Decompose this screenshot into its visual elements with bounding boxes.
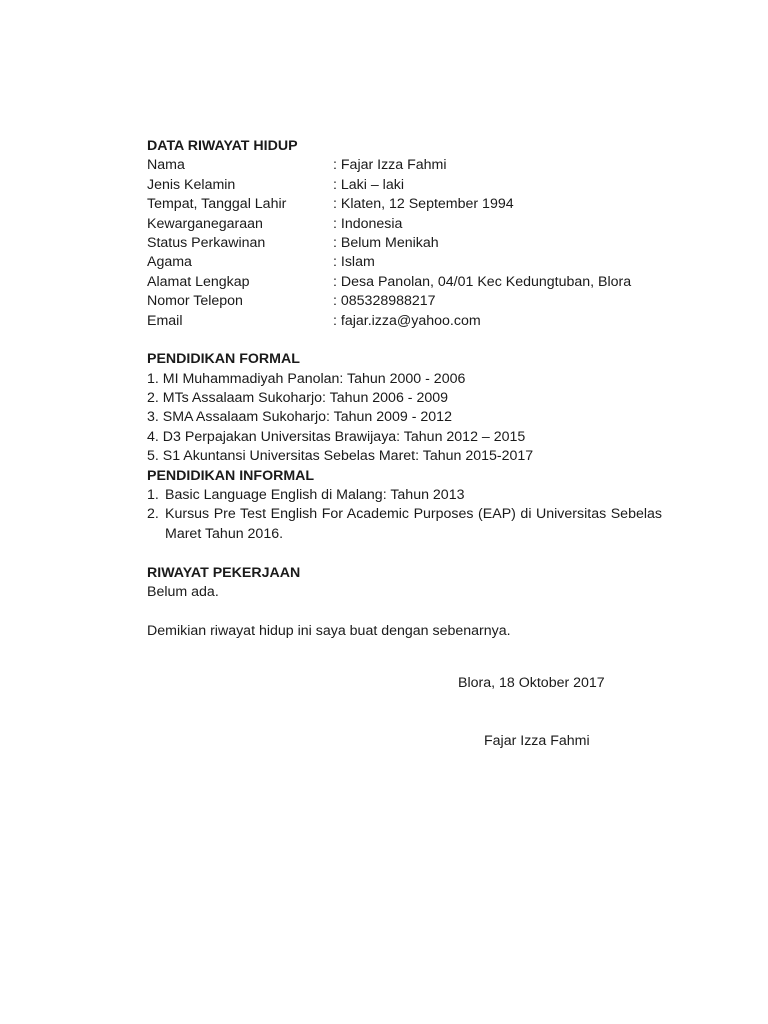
biodata-value: : fajar.izza@yahoo.com (333, 312, 481, 329)
closing-statement: Demikian riwayat hidup ini saya buat dengan sebenarnya. (147, 622, 511, 639)
biodata-label: Nomor Telepon (147, 293, 243, 310)
biodata-row-nationality (147, 215, 662, 234)
biodata-label: Jenis Kelamin (147, 176, 236, 193)
biodata-row-email (147, 312, 662, 331)
signer-name: Fajar Izza Fahmi (484, 733, 590, 749)
biodata-value: : 085328988217 (333, 293, 436, 310)
informal-education-item (147, 505, 662, 544)
spacer (147, 544, 662, 563)
item-text: Kursus Pre Test English For Academic Purposes (EAP) di Universitas Sebelas Maret Tahun 2016. (165, 506, 662, 542)
formal-education-item: 5. S1 Akuntansi Universitas Sebelas Maret: Tahun 2015-2017 (147, 448, 534, 465)
biodata-value: : Fajar Izza Fahmi (333, 157, 447, 174)
work-history-heading: RIWAYAT PEKERJAAN (147, 564, 301, 581)
item-number: 2. (147, 506, 159, 523)
biodata-label: Agama (147, 254, 192, 271)
biodata-value: : Indonesia (333, 215, 403, 232)
biodata-value: : Belum Menikah (333, 234, 439, 251)
informal-education-heading: PENDIDIKAN INFORMAL (147, 467, 315, 484)
biodata-label: Nama (147, 157, 185, 174)
biodata-row-religion (147, 253, 662, 272)
informal-education-item (147, 486, 662, 505)
biodata-label: Email (147, 312, 183, 329)
work-history-text: Belum ada. (147, 584, 219, 601)
item-text: Basic Language English di Malang: Tahun 2013 (165, 487, 465, 504)
formal-education-item: 1. MI Muhammadiyah Panolan: Tahun 2000 - 2006 (147, 370, 466, 387)
spacer (147, 331, 662, 350)
biodata-row-address (147, 273, 662, 292)
biodata-label: Alamat Lengkap (147, 273, 250, 290)
formal-education-heading: PENDIDIKAN FORMAL (147, 351, 300, 368)
biodata-heading: DATA RIWAYAT HIDUP (147, 138, 298, 154)
biodata-label: Status Perkawinan (147, 234, 266, 251)
place-date: Blora, 18 Oktober 2017 (458, 675, 605, 691)
biodata-row-name (147, 156, 662, 175)
cv-document (147, 137, 662, 641)
biodata-value: : Laki – laki (333, 176, 404, 193)
biodata-value: : Desa Panolan, 04/01 Kec Kedungtuban, Blora (333, 273, 632, 290)
formal-education-item: 2. MTs Assalaam Sukoharjo: Tahun 2006 - 2009 (147, 390, 449, 407)
formal-education-item: 4. D3 Perpajakan Universitas Brawijaya: Tahun 2012 – 2015 (147, 428, 526, 445)
formal-education-item: 3. SMA Assalaam Sukoharjo: Tahun 2009 - 2012 (147, 409, 452, 426)
biodata-value: : Klaten, 12 September 1994 (333, 196, 514, 213)
biodata-label: Tempat, Tanggal Lahir (147, 196, 287, 213)
biodata-row-gender (147, 176, 662, 195)
biodata-row-marital (147, 234, 662, 253)
biodata-label: Kewarganegaraan (147, 215, 263, 232)
item-number: 1. (147, 487, 159, 504)
spacer (147, 602, 662, 621)
biodata-row-birth (147, 195, 662, 214)
biodata-row-phone (147, 292, 662, 311)
biodata-value: : Islam (333, 254, 375, 271)
